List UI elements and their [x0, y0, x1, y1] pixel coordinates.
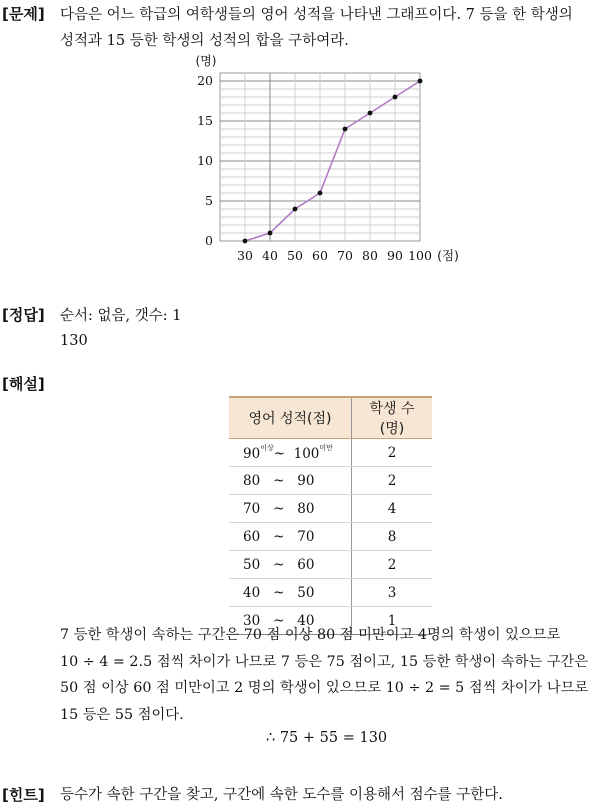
- student-count: 2: [352, 551, 433, 579]
- score-range: $90^{이상}\sim$ $100^{미만}$: [229, 439, 352, 467]
- table-row: [229, 579, 432, 607]
- explanation-line: 10 ÷ 4 = 2.5 점씩 차이가 나므로 7 등은 75 점이고, 15 등한 학생이 속하는 구간은: [60, 653, 589, 670]
- data-point: [293, 207, 298, 212]
- answer-order-count: 순서: 없음, 갯수: 1: [60, 308, 182, 324]
- score-range: 40 ~ 50: [229, 579, 352, 607]
- student-count: 2: [352, 467, 433, 495]
- explanation-label: [해설]: [2, 375, 45, 393]
- score-range: 30 ~ 40: [229, 607, 352, 635]
- x-tick-label: 90: [387, 248, 403, 263]
- cumulative-frequency-chart: [190, 48, 470, 263]
- hint-label: [힌트]: [2, 786, 45, 804]
- data-point: [418, 79, 423, 84]
- y-tick-label: 20: [197, 73, 213, 88]
- data-point: [268, 231, 273, 236]
- score-range: 80 ~ 90: [229, 467, 352, 495]
- explanation-line: 50 점 이상 60 점 미만이고 2 명의 학생이 있으므로 10 ÷ 2 = 5 점씩 차이가 나므로: [60, 680, 589, 696]
- student-count: 8: [352, 523, 433, 551]
- x-tick-label: 60: [312, 248, 328, 263]
- table-header-count: 학생 수(명): [352, 397, 433, 439]
- explanation-line: 7 등한 학생이 속하는 구간은 70 점 이상 80 점 미만이고 4명의 학생이 있으므로: [60, 627, 561, 643]
- x-tick-label: 50: [287, 248, 303, 263]
- data-point: [343, 127, 348, 132]
- x-tick-label: 70: [337, 248, 353, 263]
- y-axis-unit: (명): [195, 54, 217, 68]
- explanation-line: 15 등은 55 점이다.: [60, 706, 184, 723]
- explanation-body: [60, 622, 592, 728]
- table-row: [229, 467, 432, 495]
- score-range: 60 ~ 70: [229, 523, 352, 551]
- data-point: [318, 191, 323, 196]
- data-point: [393, 95, 398, 100]
- table-row: [229, 523, 432, 551]
- y-tick-label: 0: [205, 233, 213, 248]
- student-count: 4: [352, 495, 433, 523]
- score-range: 70 ~ 80: [229, 495, 352, 523]
- data-point: [243, 239, 248, 244]
- x-tick-label: 40: [262, 248, 278, 263]
- x-tick-label: 30: [237, 248, 253, 263]
- table-header-score: 영어 성적(점): [229, 397, 352, 439]
- frequency-table: [229, 396, 432, 635]
- student-count: 2: [352, 439, 433, 467]
- score-range: 50 ~ 60: [229, 551, 352, 579]
- answer-label: [정답]: [2, 306, 45, 324]
- problem-label: [문제]: [2, 5, 45, 23]
- student-count: 1: [352, 607, 433, 635]
- table-row: [229, 439, 432, 467]
- x-tick-label: 100: [408, 248, 432, 263]
- explanation-conclusion: ∴ 75 + 55 = 130: [266, 730, 388, 746]
- student-count: 3: [352, 579, 433, 607]
- data-point: [368, 111, 373, 116]
- y-tick-label: 10: [197, 153, 213, 168]
- problem-text: 다음은 어느 학급의 여학생들의 영어 성적을 나타낸 그래프이다. 7 등을 한 학생의 성적과 15 등한 학생의 성적의 합을 구하여라.: [60, 7, 573, 49]
- y-tick-label: 15: [197, 113, 213, 128]
- table-row: [229, 551, 432, 579]
- y-tick-label: 5: [205, 193, 213, 208]
- hint-text: 등수가 속한 구간을 찾고, 구간에 속한 도수를 이용해서 점수를 구한다.: [60, 787, 503, 803]
- x-tick-label: 80: [362, 248, 378, 263]
- answer-value: 130: [60, 333, 88, 349]
- table-row: [229, 495, 432, 523]
- x-axis-unit: (점): [437, 248, 459, 263]
